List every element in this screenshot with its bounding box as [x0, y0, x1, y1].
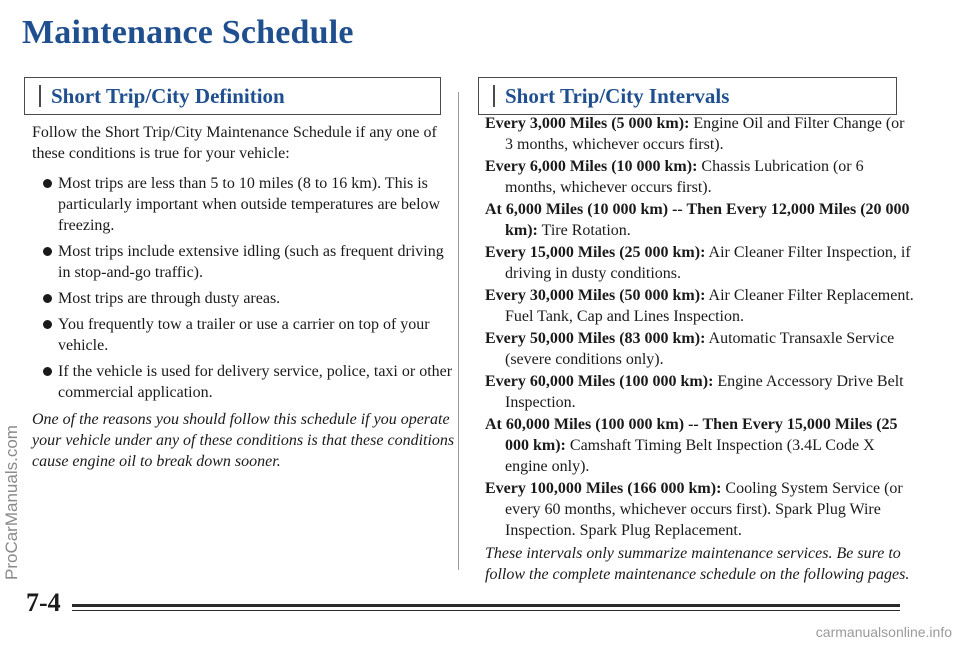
page-number: 7-4 [26, 588, 61, 617]
interval-item [485, 199, 915, 241]
condition-item [32, 288, 457, 309]
bullet-icon [43, 367, 52, 376]
interval-item [485, 242, 915, 284]
column-divider [458, 92, 459, 570]
side-watermark: ProCarManuals.com [2, 425, 21, 580]
intervals-column [485, 113, 915, 585]
section-heading-box-intervals [478, 77, 897, 115]
interval-when: Every 60,000 Miles (100 000 km): [485, 373, 714, 390]
definition-intro: Follow the Short Trip/City Maintenance Schedule if any one of these conditions is true for your vehicle: [32, 124, 437, 162]
interval-when: Every 50,000 Miles (83 000 km): [485, 330, 706, 347]
condition-text: You frequently tow a trailer or use a carrier on top of your vehicle. [58, 316, 430, 354]
footer-rule-thin [72, 610, 900, 611]
interval-item [485, 113, 915, 155]
heading-tab-rule [39, 85, 41, 107]
bullet-icon [43, 320, 52, 329]
interval-when: Every 100,000 Miles (166 000 km): [485, 480, 722, 497]
interval-service: Cooling System Service (or every 60 months, whichever occurs first). Spark Plug Wire Inspection. Spark Plug Replacement. [505, 480, 903, 539]
interval-service: Air Cleaner Filter Inspection, if driving in dusty conditions. [505, 244, 911, 282]
definition-column [32, 122, 457, 472]
interval-service: Engine Oil and Filter Change (or 3 months, whichever occurs first). [505, 115, 905, 153]
interval-item [485, 478, 915, 541]
interval-when: Every 15,000 Miles (25 000 km): [485, 244, 706, 261]
condition-text: Most trips are less than 5 to 10 miles (8 to 16 km). This is particularly important when outside temperatures are below freezing. [58, 175, 441, 234]
interval-when: Every 6,000 Miles (10 000 km): [485, 158, 698, 175]
condition-text: If the vehicle is used for delivery service, police, taxi or other commercial application. [58, 363, 453, 401]
bottom-watermark: carmanualsonline.info [815, 624, 952, 640]
interval-service: Engine Accessory Drive Belt Inspection. [505, 373, 904, 411]
intervals-note: These intervals only summarize maintenance services. Be sure to follow the complete maintenance schedule on the following pages. [485, 545, 910, 583]
section-heading-definition: Short Trip/City Definition [51, 83, 285, 108]
condition-list [32, 173, 457, 403]
interval-service: Air Cleaner Filter Replacement. Fuel Tank, Cap and Lines Inspection. [505, 287, 914, 325]
section-heading-intervals: Short Trip/City Intervals [505, 83, 730, 108]
interval-when: At 60,000 Miles (100 000 km) -- Then Every 15,000 Miles (25 000 km): [485, 416, 898, 454]
interval-service: Chassis Lubrication (or 6 months, whichever occurs first). [505, 158, 864, 196]
definition-note: One of the reasons you should follow this schedule if you operate your vehicle under any of these conditions is that these conditions cause engine oil to break down sooner. [32, 411, 455, 470]
bullet-icon [43, 179, 52, 188]
condition-item [32, 361, 457, 403]
interval-service: Camshaft Timing Belt Inspection (3.4L Code X engine only). [505, 437, 875, 475]
condition-text: Most trips are through dusty areas. [58, 290, 281, 307]
condition-item [32, 314, 457, 356]
condition-item [32, 173, 457, 236]
bullet-icon [43, 294, 52, 303]
interval-item [485, 371, 915, 413]
bullet-icon [43, 247, 52, 256]
condition-text: Most trips include extensive idling (such as frequent driving in stop-and-go traffic). [58, 243, 444, 281]
page-title: Maintenance Schedule [22, 14, 354, 51]
section-heading-box-definition [24, 77, 441, 115]
interval-service: Automatic Transaxle Service (severe conditions only). [505, 330, 895, 368]
interval-item [485, 156, 915, 198]
interval-item [485, 414, 915, 477]
interval-item [485, 285, 915, 327]
footer-rule [72, 604, 900, 607]
interval-when: At 6,000 Miles (10 000 km) -- Then Every 12,000 Miles (20 000 km): [485, 201, 910, 239]
interval-service: Tire Rotation. [541, 222, 631, 239]
heading-tab-rule [493, 85, 495, 107]
condition-item [32, 241, 457, 283]
interval-when: Every 30,000 Miles (50 000 km): [485, 287, 706, 304]
interval-item [485, 328, 915, 370]
interval-when: Every 3,000 Miles (5 000 km): [485, 115, 690, 132]
